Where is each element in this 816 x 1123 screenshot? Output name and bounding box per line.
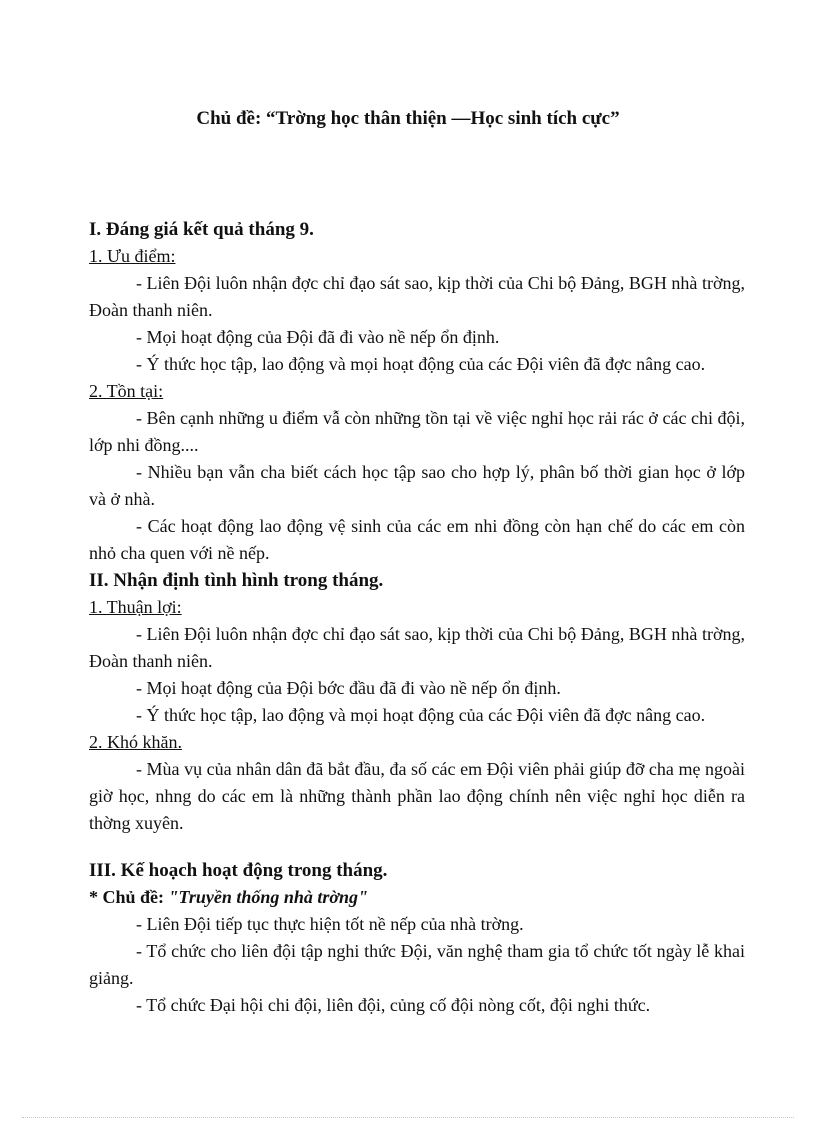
page-bottom-divider <box>22 1117 794 1118</box>
topic-title: "Truyền thống nhà trờng" <box>168 887 369 907</box>
paragraph: - Ý thức học tập, lao động và mọi hoạt động của các Đội viên đã đợc nâng cao. <box>136 705 706 725</box>
paragraph: - Nhiều bạn vẫn cha biết cách học tập sao cho hợp lý, phân bố thời gian học ở lớp và ở nhà. <box>89 462 745 509</box>
document-body <box>89 216 745 1019</box>
paragraph: - Tổ chức cho liên đội tập nghi thức Đội, văn nghệ tham gia tổ chức tốt ngày lễ khai giảng. <box>89 941 745 988</box>
paragraph: - Bên cạnh những u điểm vẫ còn những tồn tại về việc nghỉ học rải rác ở các chi đội, lớp nhi đồng.... <box>89 408 745 455</box>
paragraph: - Liên Đội tiếp tục thực hiện tốt nề nếp của nhà trờng. <box>136 914 524 934</box>
section-1-sub2-heading: 2. Tồn tại: <box>89 381 164 401</box>
paragraph: - Liên Đội luôn nhận đợc chỉ đạo sát sao, kịp thời của Chi bộ Đảng, BGH nhà trờng, Đoàn thanh niên. <box>89 273 745 320</box>
paragraph: - Liên Đội luôn nhận đợc chỉ đạo sát sao, kịp thời của Chi bộ Đảng, BGH nhà trờng, Đoàn thanh niên. <box>89 624 745 671</box>
section-2-sub1-heading: 1. Thuận lợi: <box>89 597 182 617</box>
topic-prefix: * Chủ đề: <box>89 887 169 907</box>
paragraph: - Tổ chức Đại hội chi đội, liên đội, củng cố đội nòng cốt, đội nghi thức. <box>136 995 651 1015</box>
section-1-heading: I. Đáng giá kết quả tháng 9. <box>89 219 314 240</box>
paragraph: - Mọi hoạt động của Đội bớc đầu đã đi vào nề nếp ổn định. <box>136 678 561 698</box>
paragraph: - Ý thức học tập, lao động và mọi hoạt động của các Đội viên đã đợc nâng cao. <box>136 354 706 374</box>
section-2-sub2-heading: 2. Khó khăn. <box>89 732 182 752</box>
paragraph: - Mọi hoạt động của Đội đã đi vào nề nếp ổn định. <box>136 327 500 347</box>
section-3-heading: III. Kế hoạch hoạt động trong tháng. <box>89 860 388 881</box>
paragraph: - Mùa vụ của nhân dân đã bắt đầu, đa số các em Đội viên phải giúp đỡ cha mẹ ngoài giờ học, nhng do các em là những thành phần lao động chính nên việc nghỉ học diễn ra thờng xuyên. <box>89 759 745 833</box>
document-title: Chủ đề: “Trờng học thân thiện —Học sinh tích cực” <box>196 108 620 129</box>
topic-line <box>89 884 745 911</box>
paragraph: - Các hoạt động lao động vệ sinh của các em nhi đồng còn hạn chế do các em còn nhỏ cha quen với nề nếp. <box>89 516 745 563</box>
section-1-sub1-heading: 1. Ưu điểm: <box>89 246 176 266</box>
section-2-heading: II. Nhận định tình hình trong tháng. <box>89 570 384 591</box>
